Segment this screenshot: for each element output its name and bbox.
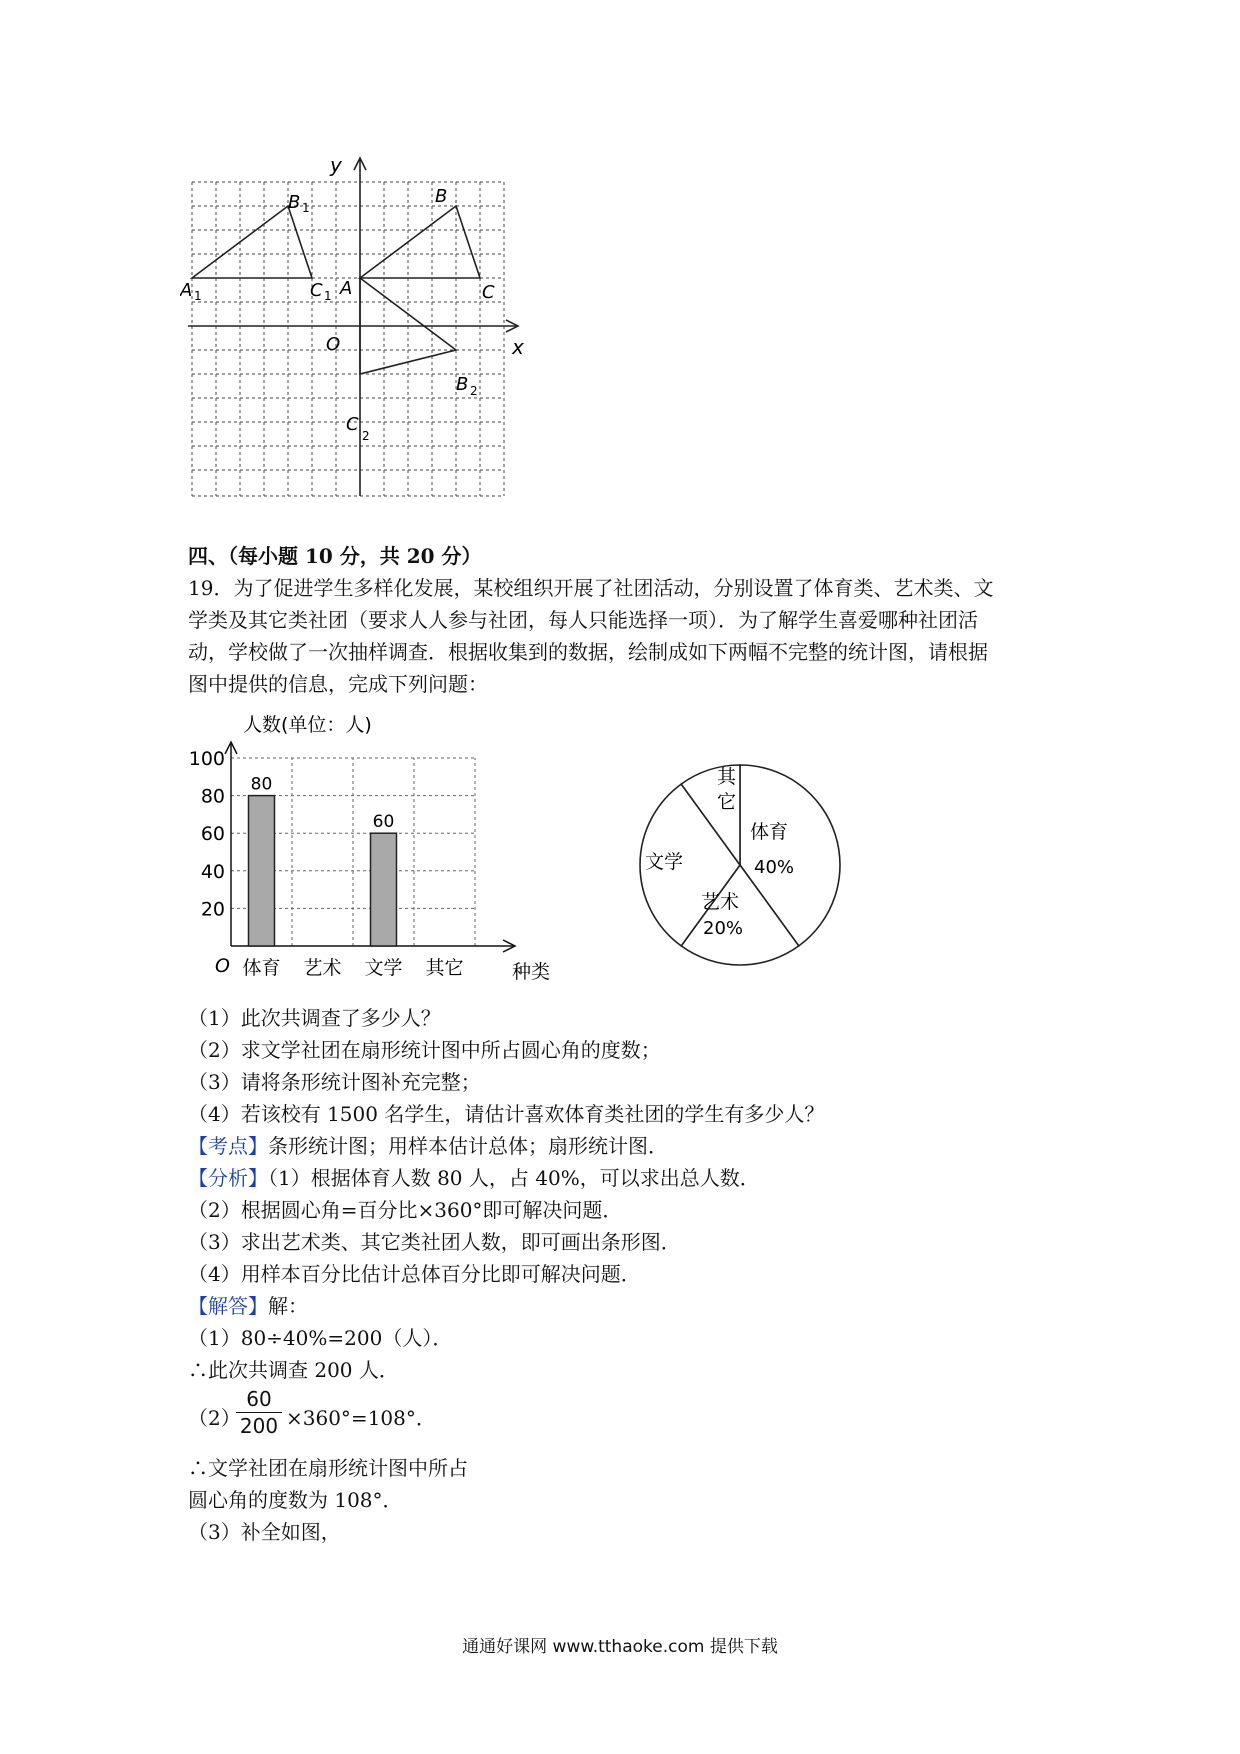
axes — [188, 158, 518, 496]
problem-line-4: 图中提供的信息，完成下列问题： — [188, 672, 488, 696]
bar-ytick-label: 100 — [188, 748, 225, 770]
label-b1: B — [288, 192, 301, 213]
fraction-numerator: 60 — [246, 1387, 272, 1411]
bar-2 — [371, 833, 397, 946]
footer-text: 通通好课网 www.tthaoke.com 提供下载 — [462, 1637, 778, 1657]
label-c2-sub: 2 — [362, 429, 370, 443]
section-title: 四、（每小题 10 分，共 20 分） — [188, 544, 482, 568]
label-c: C — [482, 282, 495, 303]
label-c1: C — [310, 280, 323, 301]
jieda-step2-suffix: ×360°=108°． — [286, 1406, 436, 1430]
bar-xlabel: 种类 — [512, 961, 551, 983]
kaodian-text: 条形统计图；用样本估计总体；扇形统计图． — [268, 1134, 668, 1158]
question-4: （4）若该校有 1500 名学生，请估计喜欢体育类社团的学生有多少人？ — [188, 1102, 825, 1126]
bar-chart-ylabel: 人数(单位：人) — [243, 714, 372, 736]
jieda-tag: 【解答】 — [188, 1294, 268, 1318]
fenxi-3: （3）求出艺术类、其它类社团人数，即可画出条形图． — [188, 1230, 681, 1254]
bar-xtick-label: 文学 — [364, 957, 403, 979]
x-axis-label: x — [512, 335, 524, 359]
bar-origin-label: O — [215, 955, 230, 977]
kaodian-tag: 【考点】 — [188, 1134, 268, 1158]
coordinate-grid-figure — [180, 150, 540, 510]
jieda-step1: （1）80÷40%=200（人）． — [188, 1326, 453, 1350]
pie-label-other-1: 其 — [717, 766, 737, 788]
jieda-head: 解： — [268, 1294, 308, 1318]
bar-0 — [249, 796, 275, 946]
triangle-abc — [360, 206, 480, 278]
bar-ytick-label: 20 — [200, 898, 225, 921]
question-3: （3）请将条形统计图补充完整； — [188, 1070, 481, 1094]
pie-pct-sports: 40% — [754, 857, 795, 878]
fraction — [236, 1386, 282, 1439]
label-c2: C — [346, 414, 359, 435]
fenxi-line — [188, 1162, 760, 1194]
pie-chart — [615, 740, 865, 990]
fenxi-tag: 【分析】 — [188, 1166, 268, 1190]
pie-label-other-2: 它 — [717, 791, 737, 813]
label-b1-sub: 1 — [302, 201, 310, 215]
bar-ytick-label: 80 — [200, 785, 225, 808]
pie-pct-arts: 20% — [703, 918, 744, 939]
bar-ytick-label: 40 — [200, 860, 225, 883]
problem-line-2: 学类及其它类社团（要求人人参与社团，每人只能选择一项）．为了解学生喜爱哪种社团活 — [188, 608, 978, 632]
label-a1: A — [180, 280, 193, 301]
bar-xtick-label: 其它 — [425, 957, 464, 979]
pie-label-literature: 文学 — [645, 851, 684, 873]
bar-ytick-label: 60 — [200, 823, 225, 846]
label-b2: B — [456, 374, 469, 395]
jieda-step2-conclusion-1: ∴文学社团在扇形统计图中所占 — [188, 1456, 468, 1480]
pie-label-sports: 体育 — [750, 821, 789, 843]
fenxi-2: （2）根据圆心角=百分比×360°即可解决问题． — [188, 1198, 623, 1222]
bar-data-label: 80 — [250, 774, 273, 795]
jieda-step1-conclusion: ∴此次共调查 200 人． — [188, 1358, 399, 1382]
problem-line-3: 动，学校做了一次抽样调查．根据收集到的数据，绘制成如下两幅不完整的统计图，请根据 — [188, 640, 988, 664]
bar-chart — [175, 706, 575, 996]
problem-line-1: 19．为了促进学生多样化发展，某校组织开展了社团活动，分别设置了体育类、艺术类、文 — [188, 576, 994, 600]
jieda-line — [188, 1290, 308, 1322]
triangle-a1b1c1 — [192, 206, 312, 278]
bar-xtick-label: 艺术 — [303, 957, 342, 979]
pie-label-arts: 艺术 — [701, 891, 740, 913]
question-2: （2）求文学社团在扇形统计图中所占圆心角的度数； — [188, 1038, 661, 1062]
label-a: A — [340, 278, 353, 299]
bar-data-label: 60 — [372, 812, 395, 833]
bar-xtick-label: 体育 — [242, 957, 281, 979]
label-b: B — [435, 186, 448, 207]
question-1: （1）此次共调查了多少人？ — [188, 1006, 441, 1030]
jieda-step3: （3）补全如图， — [188, 1520, 341, 1544]
origin-label: O — [326, 334, 341, 355]
label-a1-sub: 1 — [194, 289, 202, 303]
jieda-step2-conclusion-2: 圆心角的度数为 108°． — [188, 1488, 403, 1512]
label-c1-sub: 1 — [324, 289, 332, 303]
jieda-step2-prefix: （2） — [188, 1406, 241, 1430]
kaodian-line — [188, 1130, 668, 1162]
fenxi-first: （1）根据体育人数 80 人，占 40%，可以求出总人数． — [268, 1166, 760, 1190]
fraction-denominator: 200 — [236, 1412, 282, 1439]
fenxi-4: （4）用样本百分比估计总体百分比即可解决问题． — [188, 1262, 641, 1286]
y-axis-label: y — [330, 153, 342, 177]
label-b2-sub: 2 — [470, 384, 478, 398]
